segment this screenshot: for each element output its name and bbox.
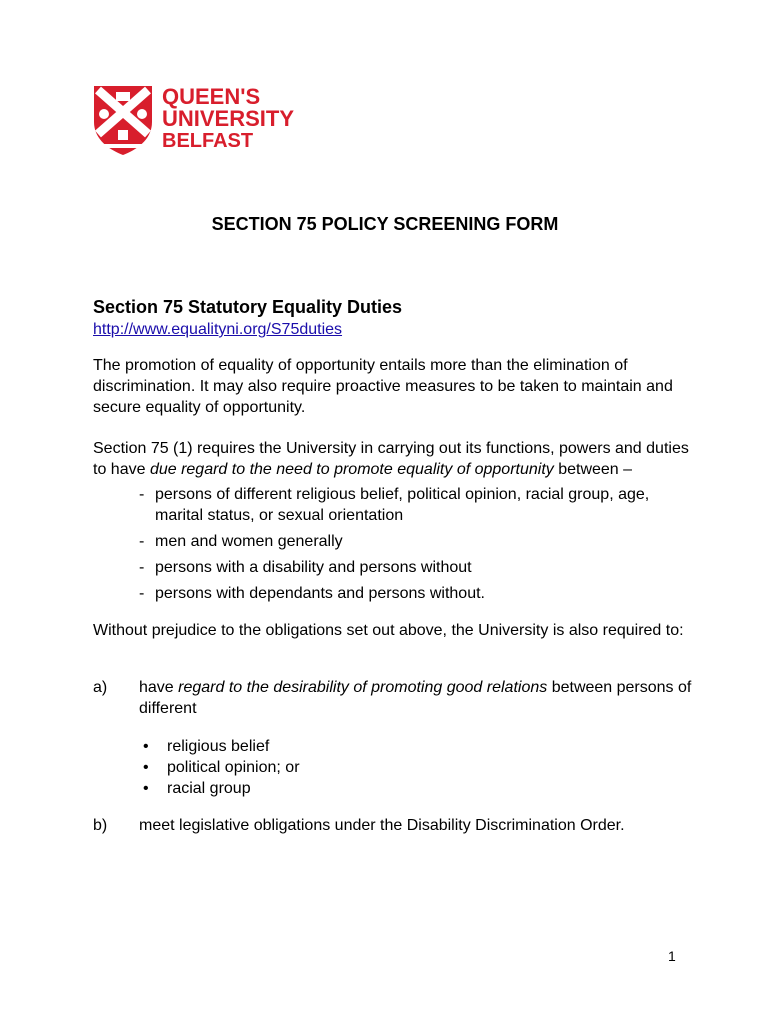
dash-list bbox=[93, 484, 693, 604]
list-item: - persons of different religious belief, political opinion, racial group, age, marital status, or sexual orientation bbox=[139, 486, 650, 524]
list-item: - persons with dependants and persons without. bbox=[139, 585, 485, 602]
list-item: - persons with a disability and persons without bbox=[139, 559, 472, 576]
bullet-icon: • bbox=[143, 738, 149, 755]
list-item: - men and women generally bbox=[139, 533, 343, 550]
university-logo bbox=[92, 84, 312, 160]
form-title: SECTION 75 POLICY SCREENING FORM bbox=[211, 214, 559, 234]
para2-emphasis: due regard to the need to promote equality of opportunity bbox=[149, 461, 554, 478]
item-a-before: have bbox=[139, 679, 179, 696]
marker-b: b) bbox=[93, 817, 108, 834]
list-item-a bbox=[93, 677, 693, 799]
list-item-b bbox=[93, 815, 693, 836]
para2-after: between – bbox=[553, 461, 633, 478]
list-item-text: persons of different religious belief, political opinion, racial group, age, marital status, or sexual orientation bbox=[155, 486, 650, 524]
page-number: 1 bbox=[668, 948, 676, 964]
bullet-text: religious belief bbox=[167, 738, 270, 755]
item-a-emphasis: regard to the desirability of promoting good relations bbox=[178, 679, 548, 696]
item-b-text: meet legislative obligations under the Disability Discrimination Order. bbox=[139, 817, 625, 834]
paragraph-obligations: Without prejudice to the obligations set out above, the University is also required to: bbox=[93, 622, 684, 639]
paragraph-promotion: The promotion of equality of opportunity entails more than the elimination of discrimination. It may also require proactive measures to be taken to maintain and secure equality of opportunity. bbox=[93, 357, 673, 416]
logo-line-1: QUEEN'S bbox=[162, 84, 261, 109]
bullet-text: political opinion; or bbox=[167, 759, 300, 776]
logo-line-3: BELFAST bbox=[162, 130, 254, 152]
bullet-item bbox=[139, 778, 693, 799]
logo-wordmark bbox=[162, 86, 294, 152]
bullet-icon: • bbox=[143, 780, 149, 797]
bullet-list bbox=[139, 736, 693, 799]
list-item-text: persons with dependants and persons without. bbox=[155, 585, 485, 602]
list-item-text: persons with a disability and persons without bbox=[155, 559, 472, 576]
section-heading: Section 75 Statutory Equality Duties bbox=[93, 297, 403, 317]
bullet-icon: • bbox=[143, 759, 149, 776]
para2-before: Section 75 (1) requires the University in carrying out its functions, powers and duties to have bbox=[93, 440, 689, 478]
item-a-after: between persons of different bbox=[139, 679, 692, 717]
logo-line-2: UNIVERSITY bbox=[162, 106, 295, 131]
alpha-list bbox=[93, 677, 693, 836]
crest-icon bbox=[92, 84, 154, 156]
paragraph-section-75 bbox=[93, 438, 693, 480]
equality-link[interactable]: http://www.equalityni.org/S75duties bbox=[93, 321, 343, 338]
list-item-text: men and women generally bbox=[155, 533, 343, 550]
bullet-item bbox=[139, 736, 693, 757]
bullet-text: racial group bbox=[167, 780, 251, 797]
document-body bbox=[93, 296, 693, 836]
marker-a: a) bbox=[93, 679, 108, 696]
bullet-item bbox=[139, 757, 693, 778]
